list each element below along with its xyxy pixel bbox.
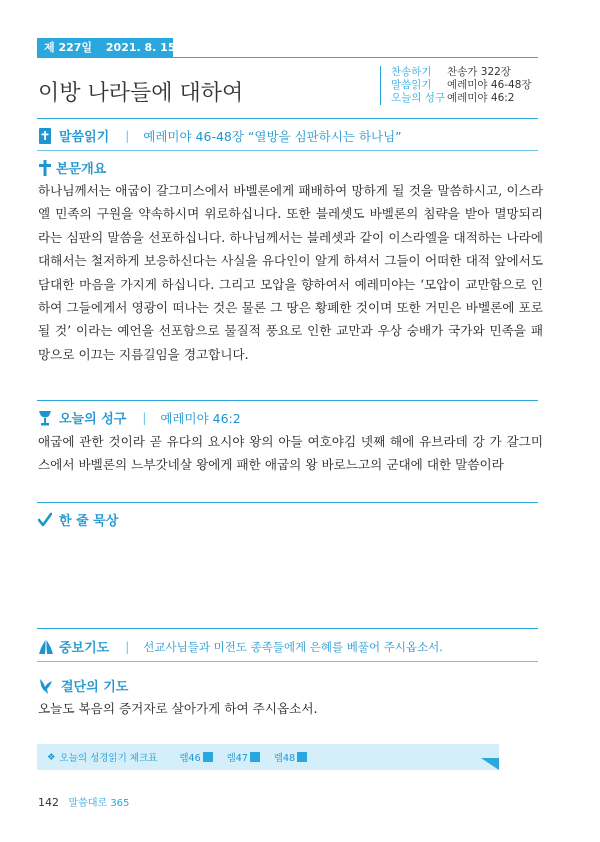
divider <box>37 150 538 151</box>
divider <box>37 628 538 629</box>
divider <box>37 661 538 662</box>
page-number: 142 <box>38 796 59 809</box>
resolution-text: 오늘도 복음의 증거자로 살아가게 하여 주시옵소서. <box>38 701 318 716</box>
summary-text: 하나님께서는 애굽이 갈그미스에서 바벨론에게 패배하여 망하게 될 것을 말씀하시고, 이스라엘 민족의 구원을 약속하시며 위로하십니다. 또한 블레셋도 바벨론의 침략을 받아 멸망되리라는 심판의 말씀을 선포하십니다. 하나님께서는 블레셋과 같이 이스라엘을 대적하는 나라에 대해서는 철저하게 보응하신다는 사실을 유다인이 알게 하셔서 그들이 어떠한 대적 앞에서도 담대한 마음을 가지게 하십니다. 그리고 모압을 향하여서 예레미야는 ‘모압이 교만함으로 인하여 그들에게서 영광이 떠나는 것은 물론 그 땅은 황폐한 것이며 또한 거민은 바벨론에 포로될 것’ 이라는 예언을 선포함으로 물질적 풍요로 인한 교만과 우상 숭배가 국가와 민족을 패망으로 이끄는 지름길임을 경고합니다. <box>38 183 543 362</box>
checklist-item-label: 렘46 <box>179 753 201 764</box>
resolution-heading <box>38 676 128 695</box>
checklist-item-label: 렘47 <box>226 753 248 764</box>
ref-key: 말씀읽기 <box>391 79 432 91</box>
verse-heading <box>38 408 241 427</box>
ref-reading <box>391 79 532 92</box>
chalice-icon <box>38 410 52 426</box>
ref-hymn <box>391 66 532 79</box>
top-rule <box>37 57 538 58</box>
diamond-icon: ❖ <box>47 751 56 763</box>
reading-checklist <box>37 744 499 770</box>
divider <box>37 400 538 401</box>
day-tab <box>37 38 195 58</box>
intercession-text: 선교사님들과 미전도 종족들에게 은혜를 베풀어 주시옵소서. <box>143 639 443 654</box>
intercession-heading <box>38 637 443 656</box>
checklist-item[interactable] <box>274 750 307 764</box>
checklist-item[interactable] <box>227 750 260 764</box>
divider <box>37 502 538 503</box>
reading-label: 말씀읽기 <box>59 130 110 145</box>
verse-text: 애굽에 관한 것이라 곧 유다의 요시야 왕의 아들 여호야김 넷째 해에 유브라데 강 가 갈그미스에서 바벨론의 느부갓네살 왕에게 패한 애굽의 왕 바로느고의 군대에 대한 말씀이라 <box>38 434 543 473</box>
intercession-label: 중보기도 <box>59 641 110 656</box>
checkbox[interactable] <box>297 752 307 762</box>
resolution-label: 결단의 기도 <box>61 680 129 695</box>
meditation-label: 한 줄 묵상 <box>59 514 119 529</box>
separator: | <box>142 410 147 425</box>
page-corner-fold <box>481 758 499 770</box>
checkbox[interactable] <box>203 752 213 762</box>
reading-heading <box>38 126 402 145</box>
dove-icon <box>38 677 54 695</box>
summary-heading <box>38 158 106 177</box>
ref-value: 예레미야 46:2 <box>447 92 515 104</box>
page-footer <box>38 794 129 809</box>
checkbox[interactable] <box>250 752 260 762</box>
checklist-item-label: 렘48 <box>273 753 296 764</box>
divider <box>37 118 538 119</box>
meditation-heading <box>38 510 118 529</box>
verse-label: 오늘의 성구 <box>59 412 127 427</box>
page-title: 이방 나라들에 대하여 <box>38 81 244 106</box>
cross-icon <box>38 160 52 176</box>
check-icon <box>38 512 52 528</box>
reading-title: 예레미야 46-48장 “열방을 심판하시는 하나님” <box>143 128 402 144</box>
checklist-item[interactable] <box>179 750 212 764</box>
ref-value: 예레미야 46-48장 <box>447 79 532 91</box>
ref-key: 찬송하기 <box>391 66 432 78</box>
separator: | <box>125 128 130 143</box>
separator: | <box>125 639 130 654</box>
checklist-title: 오늘의 성경읽기 체크표 <box>59 753 158 764</box>
bible-icon <box>38 128 52 144</box>
ref-key: 오늘의 성구 <box>391 92 446 104</box>
day-label: 제 227일 <box>44 41 93 54</box>
reference-list <box>380 66 532 105</box>
summary-label: 본문개요 <box>56 162 107 177</box>
ref-verse <box>391 92 532 105</box>
book-title: 말씀대로 365 <box>68 798 130 809</box>
verse-ref: 예레미야 46:2 <box>160 410 241 426</box>
ref-value: 찬송가 322장 <box>447 66 511 78</box>
praying-hands-icon <box>38 639 54 655</box>
day-date: 2021. 8. 15. 주 <box>105 41 195 54</box>
